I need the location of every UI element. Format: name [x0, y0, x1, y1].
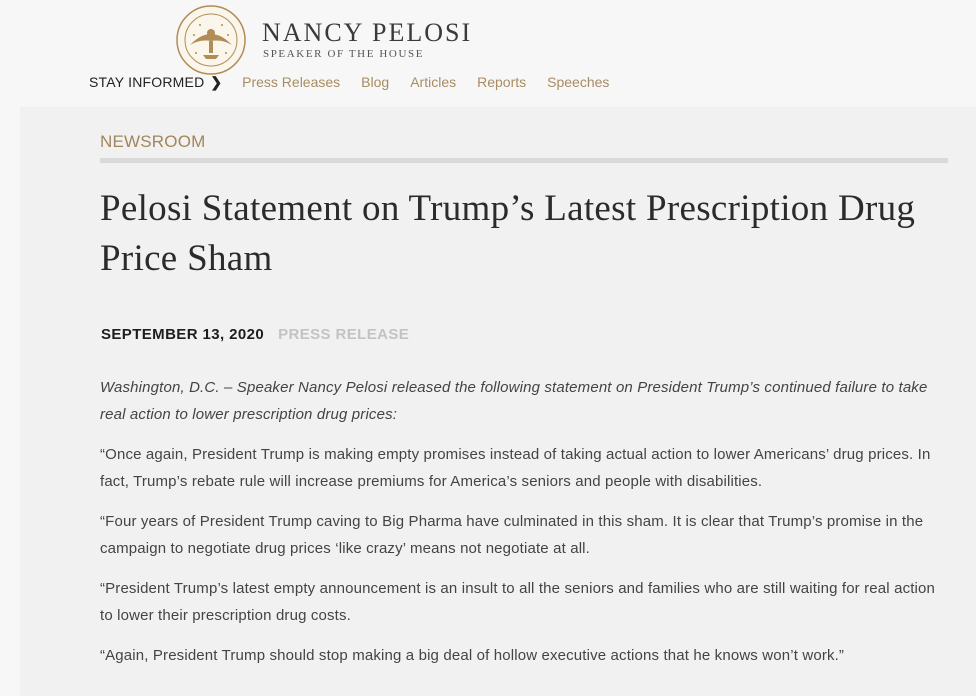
- article-lead-paragraph: Washington, D.C. – Speaker Nancy Pelosi released the following statement on President Trump’s continued failure to take real action to lower prescription drug prices:: [100, 379, 928, 423]
- article-paragraph: “Four years of President Trump caving to Big Pharma have culminated in this sham. It is clear that Trump’s promise in the campaign to negotiate drug prices ‘like crazy’ means not negotiate at all.: [100, 513, 924, 557]
- nav-articles[interactable]: Articles: [410, 74, 457, 90]
- speaker-seal-logo[interactable]: [176, 5, 246, 75]
- article-container: [20, 107, 976, 696]
- chevron-right-icon[interactable]: ❯: [210, 73, 223, 90]
- article-paragraph: “President Trump’s latest empty announcement is an insult to all the seniors and families who are still waiting for real action to lower their prescription drug costs.: [100, 580, 936, 624]
- nav-press-releases[interactable]: Press Releases: [242, 74, 341, 90]
- brand-name[interactable]: NANCY PELOSI: [262, 18, 473, 47]
- article-paragraph: “Again, President Trump should stop making a big deal of hollow executive actions that he knows won’t work.”: [100, 647, 845, 664]
- article-type-badge[interactable]: PRESS RELEASE: [278, 326, 410, 343]
- section-divider: [100, 158, 948, 163]
- article-title: Pelosi Statement on Trump’s Latest Prescription Drug Price Sham: [100, 188, 916, 279]
- article-paragraph: “Once again, President Trump is making empty promises instead of taking actual action to lower Americans’ drug prices. In fact, Trump’s rebate rule will increase premiums for America’s seniors and people with disabilities.: [100, 446, 931, 490]
- nav-blog[interactable]: Blog: [361, 74, 390, 90]
- stay-informed-label[interactable]: STAY INFORMED: [89, 74, 205, 90]
- site-header: [0, 0, 976, 106]
- top-navigation: [89, 72, 630, 92]
- nav-speeches[interactable]: Speeches: [547, 74, 610, 90]
- article-body: [100, 374, 945, 682]
- brand-subtitle: SPEAKER OF THE HOUSE: [263, 48, 425, 60]
- nav-reports[interactable]: Reports: [477, 74, 527, 90]
- article-date: SEPTEMBER 13, 2020: [101, 326, 265, 343]
- article-meta: [101, 326, 409, 343]
- section-label[interactable]: NEWSROOM: [100, 132, 206, 151]
